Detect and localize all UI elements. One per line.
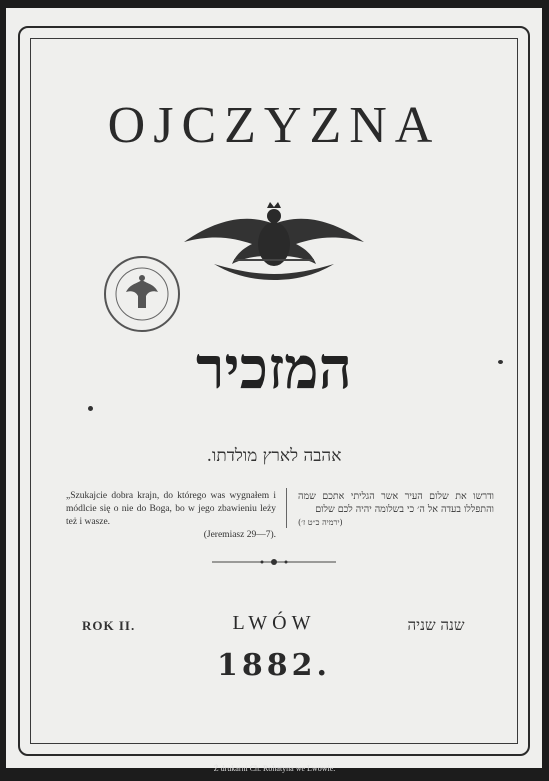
hebrew-epigraph-text: ודרשו את שלום העיר אשר הגליתי אתכם שמה והתפללו בעדה אל ה׳ כי בשלומה יהיה לכם שלום [298,491,494,515]
page-title: OJCZYZNA [107,97,441,154]
polish-epigraph-text: „Szukajcie dobra krajn, do którego was wygnałem i módlcie się o nie do Boga, bo w jego zbawieniu leży też i wasze. [66,491,276,527]
hebrew-subtitle: אהבה לארץ מולדתו. [206,446,342,466]
polish-epigraph-reference: (Jeremiasz 29—7). [203,530,276,540]
newspaper-cover-page [6,8,542,768]
column-divider [286,488,287,528]
volume-label: ROK II. [82,618,136,633]
printer-credit: Ż drukarni Ch. Rohatyna we Lwowie. [213,764,336,773]
hebrew-year-label: שנה שניה [407,616,465,634]
hebrew-title: המזכיר [196,334,352,402]
ornamental-divider [212,556,336,568]
ink-speck [498,360,503,364]
hebrew-epigraph [298,490,494,529]
year-label: 1882. [217,648,331,683]
library-stamp-icon [102,254,182,334]
polish-epigraph [66,490,276,542]
eagle-emblem-icon [174,194,374,284]
ink-speck [88,406,93,411]
city-label: LWÓW [232,612,316,634]
hebrew-epigraph-reference: (ירמיה כ״ט ז׳) [298,518,343,527]
